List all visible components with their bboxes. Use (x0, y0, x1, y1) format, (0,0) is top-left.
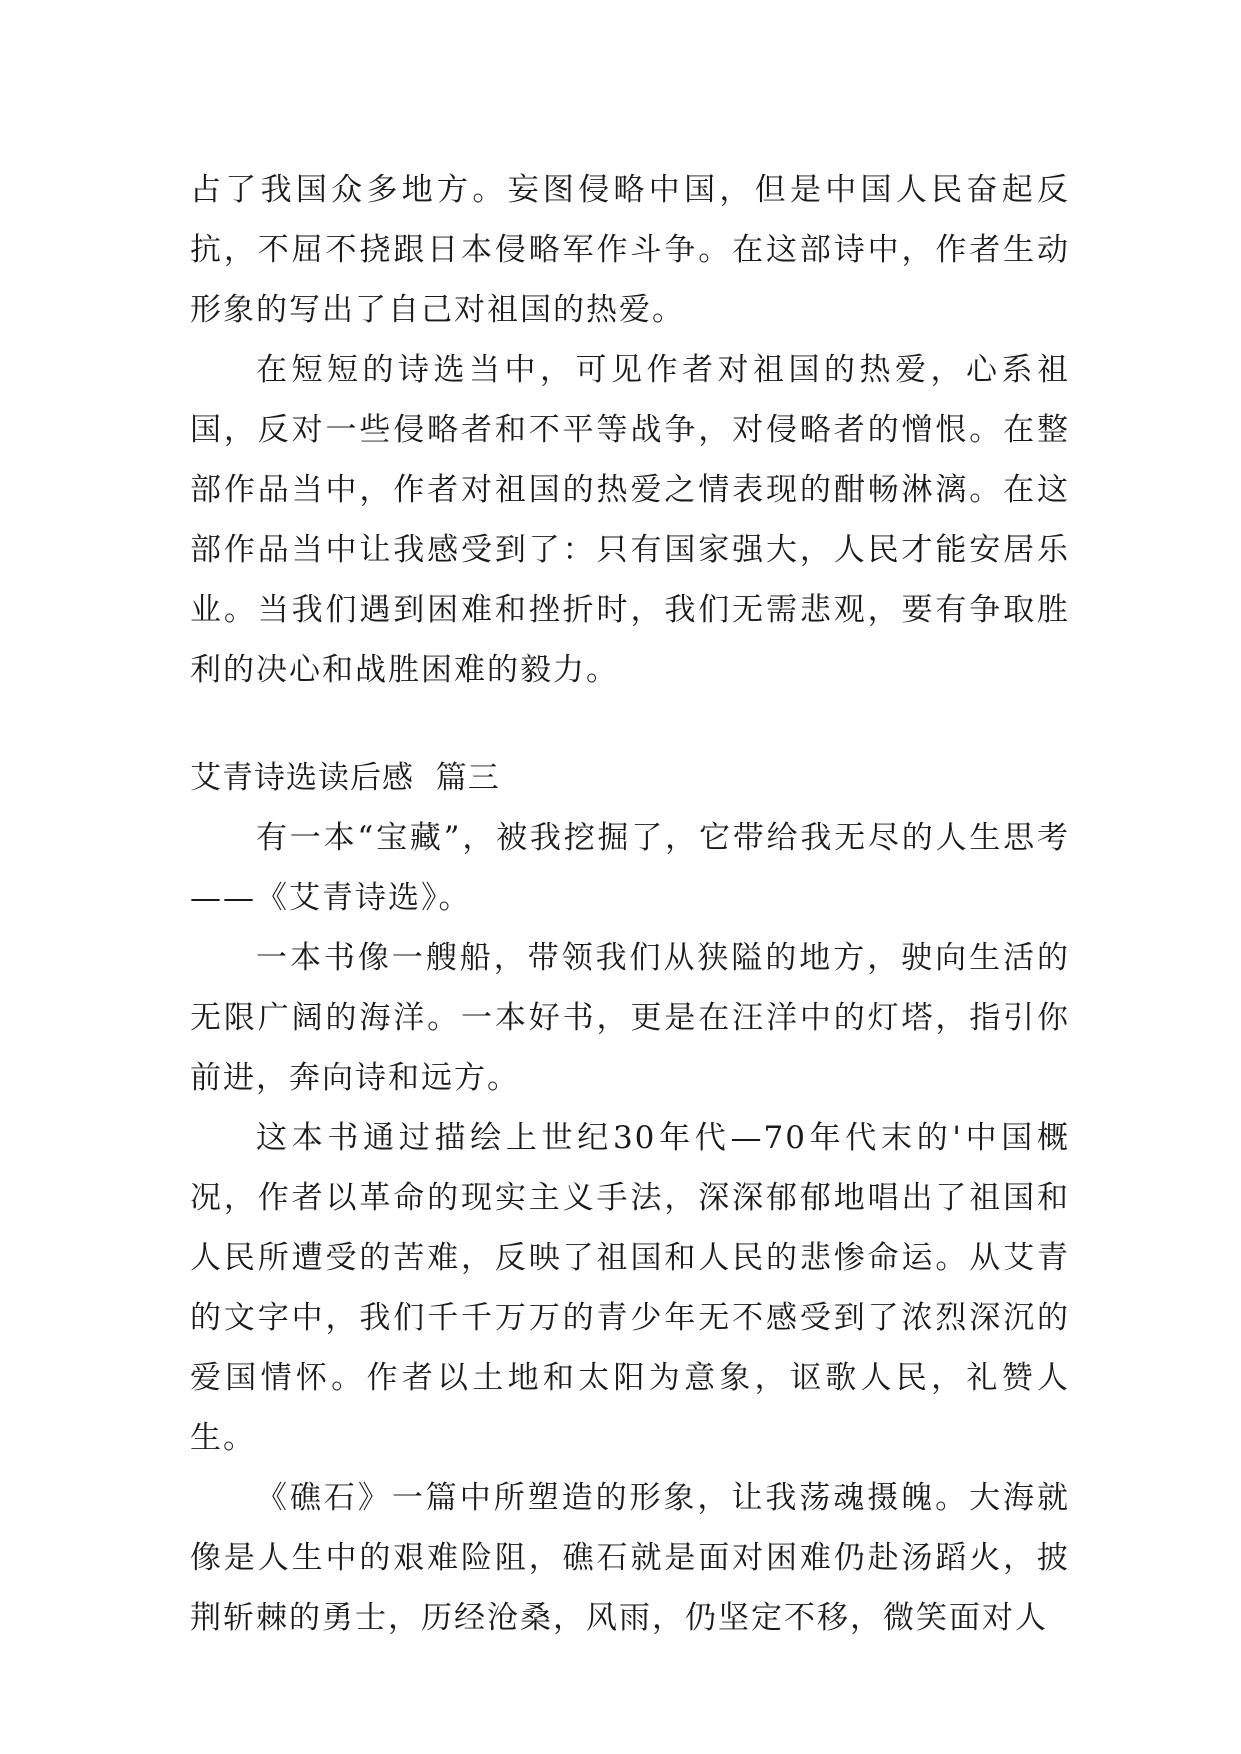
paragraph: 一本书像一艘船，带领我们从狭隘的地方，驶向生活的无限广阔的海洋。一本好书，更是在汪洋中的灯塔，指引你前进，奔向诗和远方。 (190, 940, 1070, 1096)
paragraph: 占了我国众多地方。妄图侵略中国，但是中国人民奋起反抗，不屈不挠跟日本侵略军作斗争。在这部诗中，作者生动形象的写出了自己对祖国的热爱。 (190, 172, 1070, 328)
document-body (190, 160, 1070, 1648)
paragraph: 在短短的诗选当中，可见作者对祖国的热爱，心系祖国，反对一些侵略者和不平等战争，对侵略者的憎恨。在整部作品当中，作者对祖国的热爱之情表现的酣畅淋漓。在这部作品当中让我感受到了：只有国家强大，人民才能安居乐业。当我们遇到困难和挫折时，我们无需悲观，要有争取胜利的决心和战胜困难的毅力。 (190, 352, 1070, 688)
paragraph: 有一本“宝藏”，被我挖掘了，它带给我无尽的人生思考——《艾青诗选》。 (190, 820, 1070, 916)
paragraph: 这本书通过描绘上世纪30年代—70年代末的'中国概况，作者以革命的现实主义手法，深深郁郁地唱出了祖国和人民所遭受的苦难，反映了祖国和人民的悲惨命运。从艾青的文字中，我们千千万万的青少年无不感受到了浓烈深沉的爱国情怀。作者以土地和太阳为意象，讴歌人民，礼赞人生。 (190, 1120, 1070, 1456)
paragraph: 《礁石》一篇中所塑造的形象，让我荡魂摄魄。大海就像是人生中的艰难险阻，礁石就是面对困难仍赴汤蹈火，披荆斩棘的勇士，历经沧桑，风雨，仍坚定不移，微笑面对人 (190, 1480, 1070, 1636)
section-title: 艾青诗选读后感 篇三 (190, 760, 500, 796)
